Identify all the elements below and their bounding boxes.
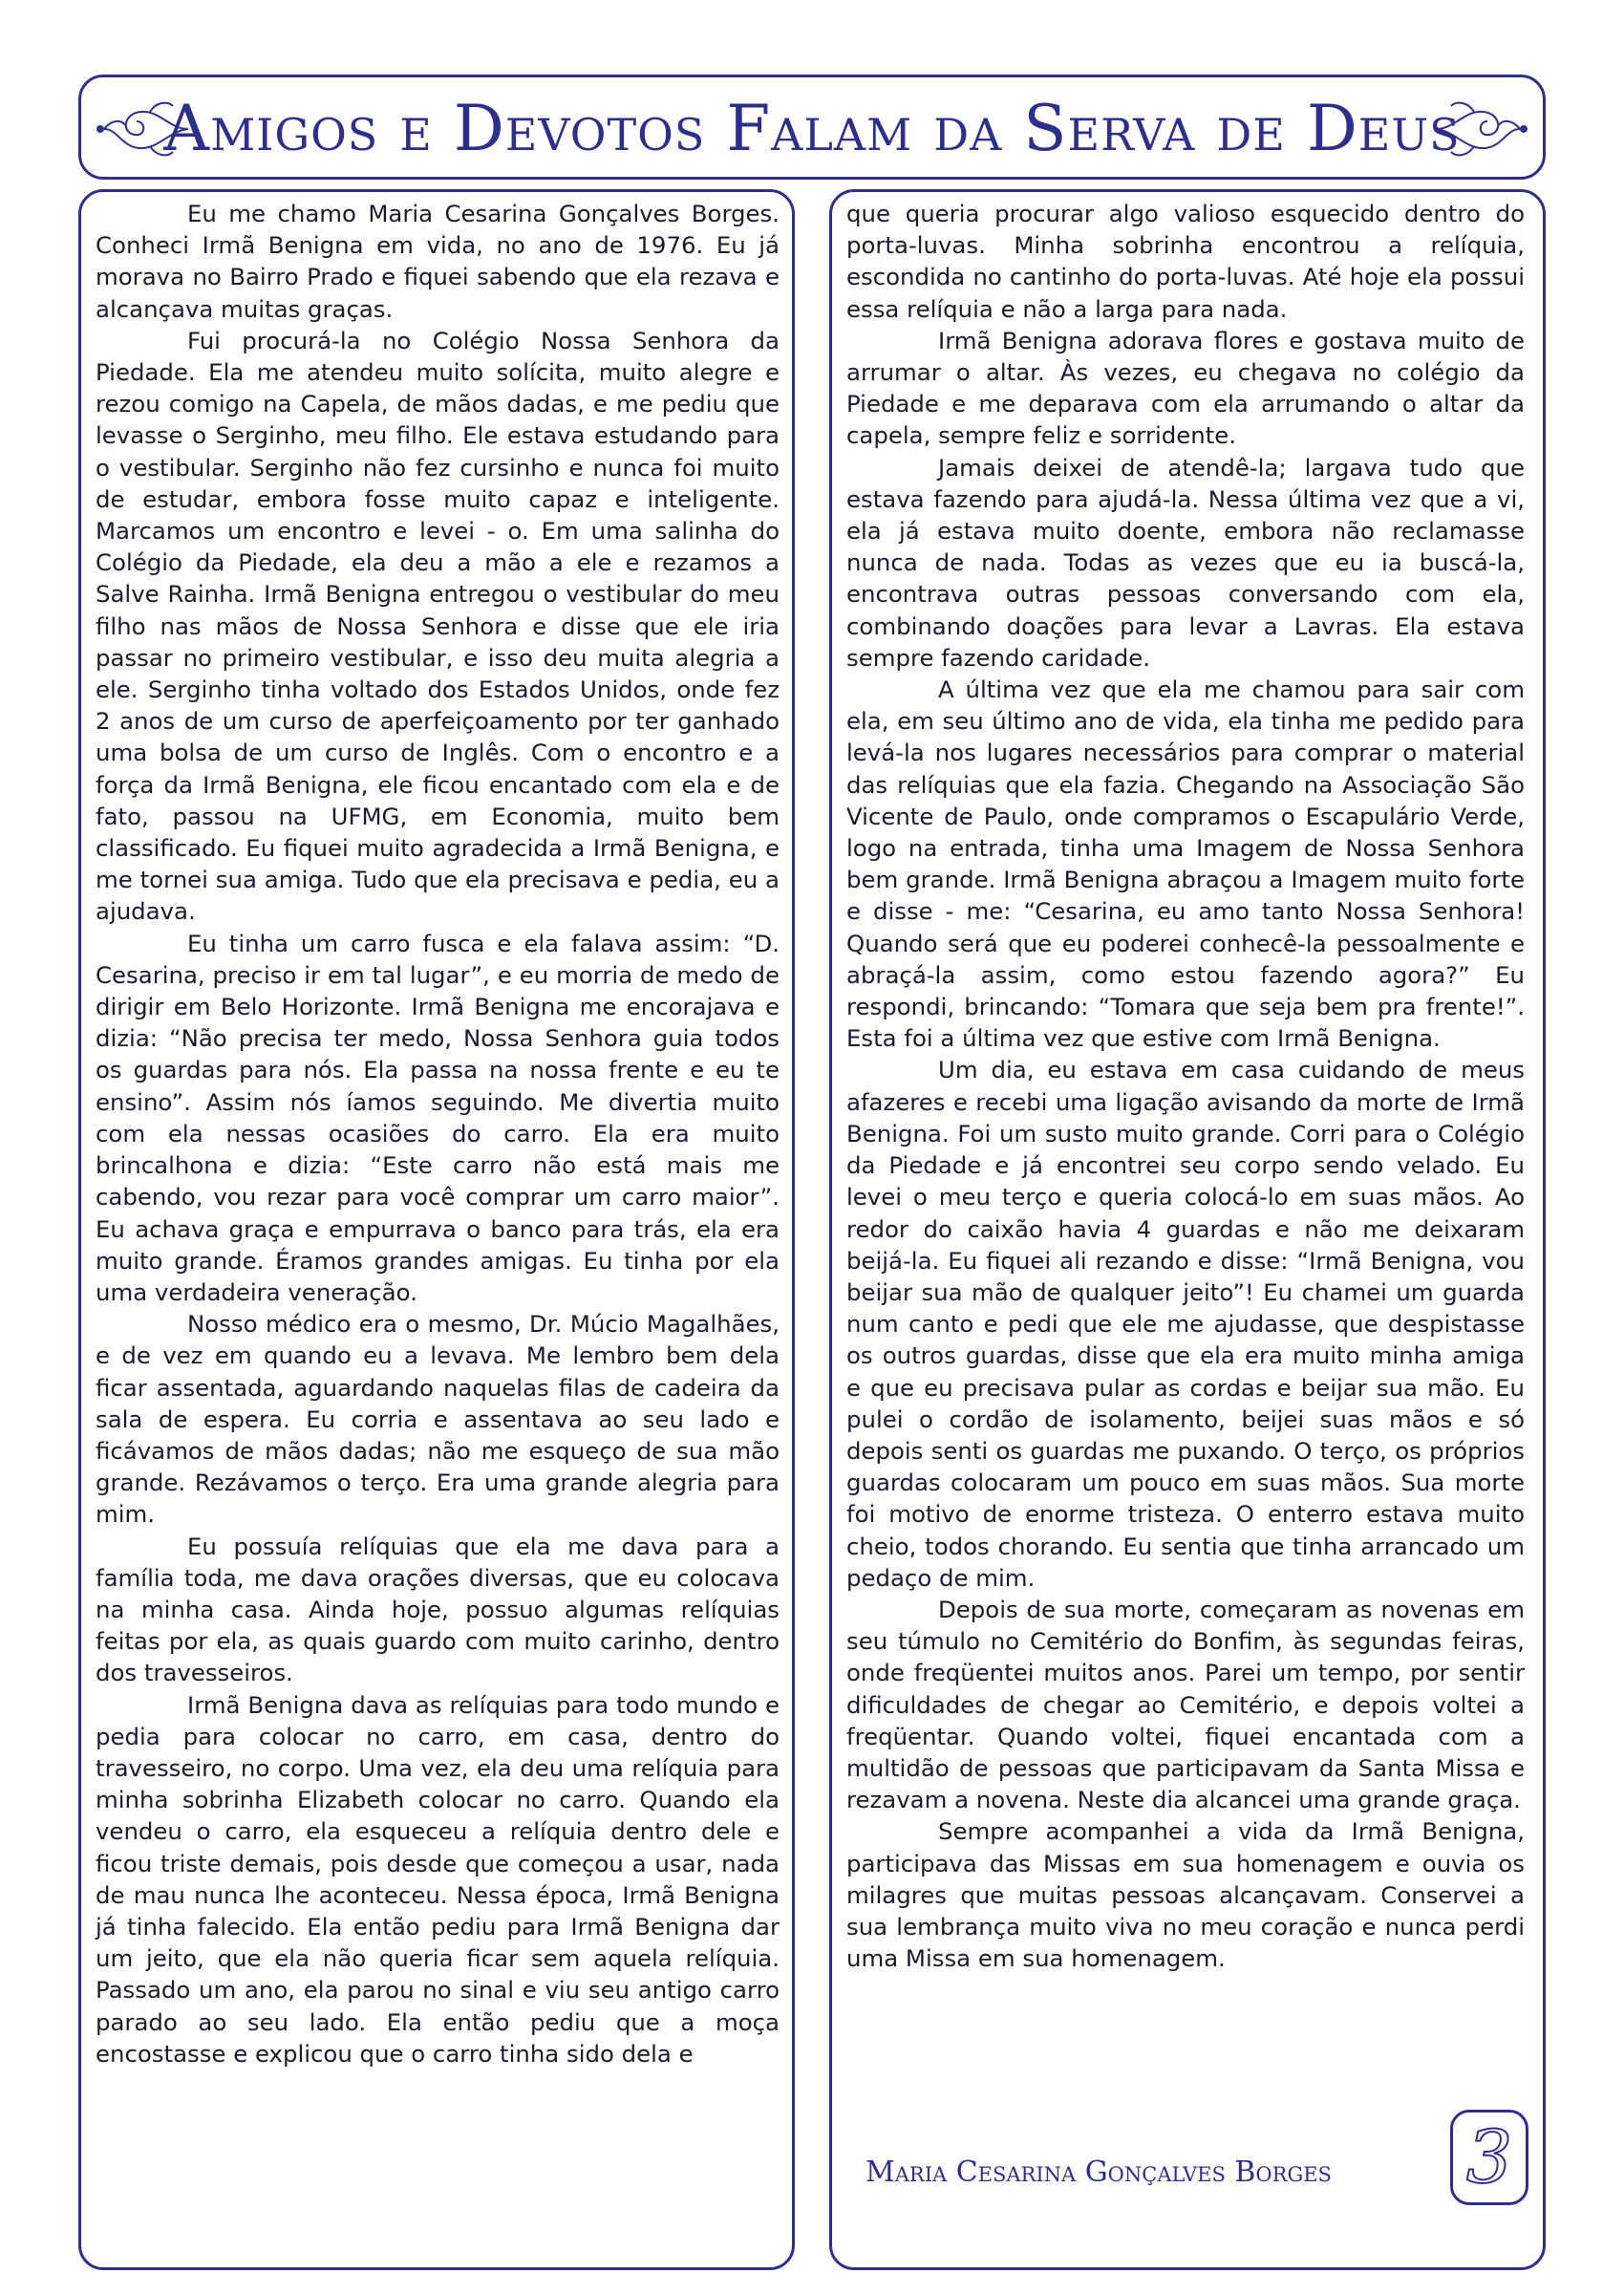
paragraph: que queria procurar algo valioso esquecido dentro do porta-luvas. Minha sobrinha encontrou a relíquia, escondida no cantinho do porta-luvas. Até hoje ela possui essa relíquia e não a larga para nada. [846, 200, 1525, 323]
paragraph: Sempre acompanhei a vida da Irmã Benigna, participava das Missas em sua homenagem e ouvia os milagres que muitas pessoas alcançavam. Conservei a sua lembrança muito viva no meu coração e nunca perdi uma Missa em sua homenagem. [846, 1817, 1525, 1973]
paragraph: Eu me chamo Maria Cesarina Gonçalves Borges. Conheci Irmã Benigna em vida, no ano de 1976. Eu já morava no Bairro Prado e fiquei sabendo que ela rezava e alcançava muitas graças. [96, 200, 780, 323]
flourish-ornament-icon [1426, 91, 1531, 167]
paragraph: Irmã Benigna adorava flores e gostava muito de arrumar o altar. Às vezes, eu chegava no colégio da Piedade e me deparava com ela arrumando o altar da capela, sempre feliz e sorridente. [846, 326, 1525, 450]
paragraph: Jamais deixei de atendê-la; largava tudo que estava fazendo para ajudá-la. Nessa última vez que a vi, ela já estava muito doente, embora não reclamasse nunca de nada. Todas as vezes que eu ia buscá-la, encontrava outras pessoas conversando com ela, combinando doações para levar a Lavras. Ela estava sempre fazendo caridade. [846, 453, 1525, 672]
title-banner [78, 75, 1546, 180]
page-number-box [1450, 2110, 1528, 2205]
page-title: Amigos e Devotos Falam da Serva de Deus [163, 92, 1461, 165]
author-signature: Maria Cesarina Gonçalves Borges [865, 2156, 1332, 2189]
left-column-text [96, 198, 780, 2070]
paragraph: Depois de sua morte, começaram as novenas em seu túmulo no Cemitério do Bonfim, às segundas feiras, onde freqüentei muitos anos. Parei um tempo, por sentir dificuldades de chegar ao Cemitério, e depois voltei a freqüentar. Quando voltei, fiquei encantada com a multidão de pessoas que participavam da Santa Missa e rezavam a novena. Neste dia alcancei uma grande graça. [846, 1595, 1525, 1814]
page-number: 3 [1465, 2114, 1513, 2199]
paragraph: Eu possuía relíquias que ela me dava para a família toda, me dava orações diversas, que eu colocava na minha casa. Ainda hoje, possuo algumas relíquias feitas por ela, as quais guardo com muito carinho, dentro dos travesseiros. [96, 1532, 780, 1687]
right-column-text [846, 198, 1525, 1974]
paragraph: A última vez que ela me chamou para sair com ela, em seu último ano de vida, ela tinha me pedido para levá-la nos lugares necessários para comprar o material das relíquias que ela fazia. Chegando na Associação São Vicente de Paulo, onde compramos o Escapulário Verde, logo na entrada, tinha uma Imagem de Nossa Senhora bem grande. Irmã Benigna abraçou a Imagem muito forte e disse - me: “Cesarina, eu amo tanto Nossa Senhora! Quando será que eu poderei conhecê-la pessoalmente e abraçá-la assim, como estou fazendo agora?” Eu respondi, brincando: “Tomara que seja bem pra frente!”. Esta foi a última vez que estive com Irmã Benigna. [846, 676, 1525, 1053]
paragraph: Irmã Benigna dava as relíquias para todo mundo e pedia para colocar no carro, em casa, dentro do travesseiro, no corpo. Uma vez, ela deu uma relíquia para minha sobrinha Elizabeth colocar no carro. Quando ela vendeu o carro, ela esqueceu a relíquia dentro dele e ficou triste demais, pois desde que começou a usar, nada de mau nunca lhe aconteceu. Nessa época, Irmã Benigna já tinha falecido. Ela então pediu para Irmã Benigna dar um jeito, que ela não queria ficar sem aquela relíquia. Passado um ano, ela parou no sinal e viu seu antigo carro parado ao seu lado. Ela então pediu que a moça encostasse e explicou que o carro tinha sido dela e [96, 1690, 780, 2068]
paragraph: Eu tinha um carro fusca e ela falava assim: “D. Cesarina, preciso ir em tal lugar”, e eu morria de medo de dirigir em Belo Horizonte. Irmã Benigna me encorajava e dizia: “Não precisa ter medo, Nossa Senhora guia todos os guardas para nós. Ela passa na nossa frente e eu te ensino”. Assim nós íamos seguindo. Me divertia muito com ela nessas ocasiões do carro. Ela era muito brincalhona e dizia: “Este carro não está mais me cabendo, vou rezar para você comprar um carro maior”. Eu achava graça e empurrava o banco para trás, ela era muito grande. Éramos grandes amigas. Eu tinha por ela uma verdadeira veneração. [96, 929, 780, 1306]
paragraph: Fui procurá-la no Colégio Nossa Senhora da Piedade. Ela me atendeu muito solícita, muito alegre e rezou comigo na Capela, de mãos dadas, e me pediu que levasse o Serginho, meu filho. Ele estava estudando para o vestibular. Serginho não fez cursinho e nunca foi muito de estudar, embora fosse muito capaz e inteligente. Marcamos um encontro e levei - o. Em uma salinha do Colégio da Piedade, ela deu a mão a ele e rezamos a Salve Rainha. Irmã Benigna entregou o vestibular do meu filho nas mãos de Nossa Senhora e disse que ele iria passar no primeiro vestibular, e isso deu muita alegria a ele. Serginho tinha voltado dos Estados Unidos, onde fez 2 anos de um curso de aperfeiçoamento por ter ganhado uma bolsa de um curso de Inglês. Com o encontro e a força da Irmã Benigna, ele ficou encantado com ela e de fato, passou na UFMG, em Economia, muito bem classificado. Eu fiquei muito agradecida a Irmã Benigna, e me tornei sua amiga. Tudo que ela precisava e pedia, eu a ajudava. [96, 326, 780, 926]
paragraph: Nosso médico era o mesmo, Dr. Múcio Magalhães, e de vez em quando eu a levava. Me lembro bem dela ficar assentada, aguardando naquelas filas de cadeira da sala de espera. Eu corria e assentava ao seu lado e ficávamos de mãos dadas; não me esqueço de sua mão grande. Rezávamos o terço. Era uma grande alegria para mim. [96, 1310, 780, 1529]
paragraph: Um dia, eu estava em casa cuidando de meus afazeres e recebi uma ligação avisando da morte de Irmã Benigna. Foi um susto muito grande. Corri para o Colégio da Piedade e já encontrei seu corpo sendo velado. Eu levei o meu terço e queria colocá-lo em suas mãos. Ao redor do caixão havia 4 guardas e não me deixaram beijá-la. Eu fiquei ali rezando e disse: “Irmã Benigna, vou beijar sua mão de qualquer jeito”! Eu chamei um guarda num canto e pedi que ele me ajudasse, que despistasse os outros guardas, disse que ela era muito minha amiga e que eu precisava pular as cordas e beijar sua mão. Eu pulei o cordão de isolamento, beijei suas mãos e só depois senti os guardas me puxando. O terço, os próprios guardas colocaram um pouco em suas mãos. Sua morte foi motivo de enorme tristeza. O enterro estava muito cheio, todos chorando. Eu sentia que tinha arrancado um pedaço de mim. [846, 1056, 1525, 1592]
